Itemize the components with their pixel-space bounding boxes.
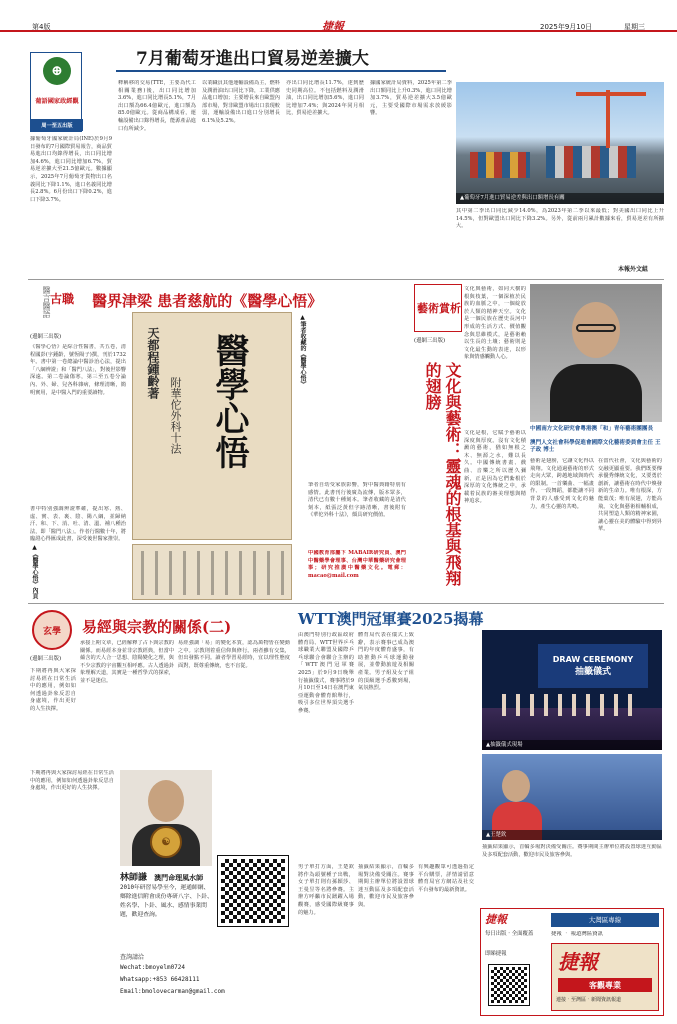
text-column: 體育局代表在儀式上致辭，表示賽事已成為澳門的年度體育盛事，有助推動乒乓球運動發展，並帶動旅遊及相關產業。男子組及女子組的頂級選手悉數到場，氣氛熱烈。 (358, 632, 414, 692)
text-column: 藝術是翅膀，它讓文化得以飛翔。文化通過藝術的形式走向大眾，跨越地域與時代的限制。一首樂曲、一幅畫作、一段舞蹈，都能讓不同背景的人感受到文化的魅力，產生心靈的共鳴。 (530, 458, 594, 510)
text-column: 有興趣觀眾可透過指定平台購票，詳情請留意體育局官方網站及社交平台發布的最新資訊。 (418, 864, 474, 893)
text-column: 書中特別強調辨證準確，提出寒、熱、虛、實、表、裏、陰、陽八綱，並歸納汗、和、下、消、吐、清、溫、補八種治法，即「醫門八法」。作者行醫數十年，將臨證心得匯成此書，深受後世醫家推崇。 (30, 506, 126, 543)
text-column: 文化是根，它賦予藝術以深度與厚度。沒有文化積澱的藝術，猶如無根之木、無源之水，難以長久。中國傳統書畫、戲曲、音樂之所以歷久彌新，正是因為它們紮根於深厚的文化傳統之中，承載着民族的審美理想與精神追求。 (464, 430, 526, 505)
text-column: 以業職員其他運輸設備為主，燃料及潤滑油出口同比下降，工業供應品進口增加；主要增長來自歐盟內部市場，對非歐盟市場出口表現較弱，運輸設備出口進口分別增長6.1%及5.2%。 (202, 80, 280, 124)
text-column: 易經強調「易」的變化本質，認為萬物皆在變動之中。宗教則着重信仰與修行。兩者雖有交集，但出發點不同。讀者學習易經時，宜以理性態度面對，既尊重傳統，也不盲從。 (178, 640, 290, 669)
text-column: 在當代社會，文化與藝術的交融更顯重要。我們既要傳承優秀傳統文化，又要勇於創新，讓藝術在時代中煥發新的生命力。唯有根深，方能葉茂；唯有展翅，方能高飛。文化與藝術相輔相成，共同塑造人類的精神家園，讓心靈在美的體驗中得到昇華。 (598, 458, 662, 533)
ad-banner: 客觀專業 (558, 978, 652, 992)
master-info (120, 868, 290, 1014)
ad-slogan: 即睇捷報 (485, 951, 507, 957)
stage-screen (538, 644, 648, 688)
text-column: 由澳門特別行政區政府體育局、WTT世界乒乓球職業大聯盟及國際乒乓球聯合會聯合主辦的「WTT澳門冠軍賽2025」於9月9日晚舉行抽籤儀式，賽事將於9月10日至14日在澳門東亞運動會體育館舉行，吸引多位世界頂尖選手參賽。 (298, 632, 354, 714)
photo-caption: ▲筆者收藏的《醫學心悟》 (299, 314, 306, 387)
masthead-logo: 捷報 (322, 20, 344, 33)
person-head (502, 770, 530, 802)
text-column: 釋稱移的交易(TTE，主要為代工相關業務)後，出口同比增加3.6%，進口同比增長5.1%，7月出口額為66.4億歐元，進口額為85.0億歐元。從商品構成看，運輸設備出口錄得增長，能源產品進口有所減少。 (118, 80, 196, 132)
ad-contact: 每日出版 · 全面覆蓋 (485, 931, 534, 937)
container-stack (546, 146, 636, 178)
book-inner-photo (132, 544, 292, 600)
column-day: 周一至五出版 (31, 119, 83, 131)
column-badge-label: 葡語國家政經觀 (35, 98, 79, 105)
article-iching (28, 606, 292, 1018)
ad-tagline: 捷報 ‧ 報道灣區資訊 (551, 931, 603, 937)
person-head (148, 780, 184, 822)
text-column: 下期將再與大家探討易經在日常生活中的應用，例如如何透過卦象反思自身處境，作出更好的人生抉擇。 (30, 668, 76, 712)
text-column: 據葡萄牙國家統計局(INE)於9月9日發布的7月國際貿易報告，商品貿易進出口均錄得增長，出口同比增加4.6%，進口同比增加6.7%，貿易逆差擴大至21.5億歐元。數據顯示，2025年7月葡萄牙貨物出口名義同比下降1.1%，進口名義同比增長2.8%。6月份出口下降0.2%，進口下降3.7%。 (30, 136, 112, 203)
person-glasses (576, 324, 616, 332)
ad-pool-name: 大灣區專線 (551, 913, 659, 927)
column-badge-label: 玄學 (42, 626, 61, 637)
column-subname: (邊網三出版) (414, 338, 446, 344)
text-column: 其中第二季出口同比減少14.0%，為2023年第二季以來最低；對美國出口同比上升14.5%，但對歐盟出口同比下降3.2%。另外，從前兩月累計數據來看，貿易逆差有所擴大。 (456, 208, 664, 230)
article-title: 易經與宗教的關係(二) (82, 618, 232, 636)
title-rule (116, 70, 446, 72)
ad-logo-large: 捷報 (558, 950, 598, 974)
issue-weekday: 星期三 (624, 23, 645, 31)
master-photo (120, 770, 212, 866)
stage-people (502, 694, 642, 716)
photo-caption: ▲王楚欽 (482, 830, 662, 840)
ad-logo: 捷報 (485, 913, 507, 926)
column-badge (32, 610, 72, 650)
crane-shape (576, 92, 646, 96)
page-number: 第4版 (32, 23, 51, 31)
person-body (550, 364, 642, 422)
person-photo (530, 284, 662, 422)
text-column: 筆者自幼受家族影響，對中醫典籍特別有感情。此書刊行後廣為流傳，版本眾多，清代已有數十種刻本。筆者收藏的是清代刻本，紙張泛黃但字跡清晰，書後附有《華佗外科十法》，頗具研究價值。 (308, 482, 406, 519)
port-photo (456, 82, 664, 204)
photo-caption: ▲抽籤儀式現場 (482, 740, 662, 750)
article-trade (28, 36, 664, 276)
player-photo (482, 754, 662, 840)
book-side-label: 天都程鍾齡著 (146, 327, 160, 399)
master-title: 澳門命理風水師 (154, 873, 204, 882)
newspaper-ad (480, 908, 664, 1016)
contact-whatsapp[interactable]: Whatsapp:+853 66428111 (120, 976, 200, 983)
column-badge (30, 286, 80, 330)
column-badge-label: 藝術賞析 (417, 301, 461, 315)
text-column: 承接上期文章，已經解釋了占卜與宗教的關係。而易經本身並非宗教經典，但當中蘊含的天人合一思想、陰陽變化之理，與不少宗教的宇宙觀互相呼應。古人透過卦象理解天道，其實是一種哲學式的探索，並不是迷信。 (80, 640, 174, 684)
book-cover-photo (132, 312, 292, 540)
text-column: 亦出口同比增長11.7%，達到歷史同期高位。不包括燃料及潤滑油，出口同比增加5.6%，進口同比增加7.4%；與2024年同月相比，貿易逆差擴大。 (286, 80, 364, 117)
container-stack (470, 152, 530, 178)
compass-icon: ☯ (150, 826, 182, 858)
text-column: 男子單打方面，王楚欽將作為頭號種子出戰，女子單打則有孫穎莎、王曼昱等名將參賽。主辦方呼籲市民踴躍入場觀賽，感受國際級賽事的魅力。 (298, 864, 354, 916)
qr-code-icon (489, 965, 529, 1005)
text-column: 下期將再與大家探討易經在日常生活中的應用，例如如何透過卦象反思自身處境，作出更好的人生抉擇。 (30, 770, 114, 792)
contact-email[interactable]: Email:bmolovecarman@gmail.com (120, 988, 225, 995)
page-header (0, 0, 677, 32)
text-column: 文化與藝術，如同大樹的根與枝葉，一個深植於民族的血脈之中，一個綻放於人類的精神天空。文化是一個民族在歷史長河中形成的生活方式、價值觀念與思維模式，是藝術賴以生長的土壤；藝術則是文化最生動的表達，以形象與情感觸動人心。 (464, 286, 526, 361)
reporter-credit: 本報外文組 (618, 266, 649, 273)
person-caption: 澳門人文社會科學促進會國際文化藝術委員會主任 王子政 博士 (530, 440, 661, 453)
stage-screen-text: DRAW CEREMONY (552, 655, 634, 664)
stage-screen-text: 抽籤儀式 (574, 667, 611, 677)
book-side-label: 附華佗外科十法 (169, 377, 182, 454)
text-column: 抽籤結果顯示，首輪多場對決備受關注。賽事期間主辦單位將設置球迷互動區及多項配套活動，歡迎市民及旅客參與。 (482, 844, 662, 858)
article-wtt (296, 606, 664, 1018)
ceremony-photo (482, 630, 662, 750)
photo-caption: ▲《醫學心悟》內頁 (31, 544, 38, 599)
column-badge (30, 52, 82, 132)
crane-shape (606, 90, 610, 148)
column-subname: (邊網三出版) (30, 656, 62, 662)
column-subname: (邊網三出版) (30, 334, 62, 340)
article-culture (412, 282, 664, 600)
article-title: 文化與藝術：靈魂的根基與飛翔的翅膀 (423, 362, 462, 586)
photo-caption: ▲葡萄牙7月進口貿易逆差與出口額增長有關 (456, 193, 664, 204)
master-name (120, 870, 203, 883)
master-name-text: 林師謙 (120, 873, 148, 883)
text-column: 《醫學心悟》是綜合性醫書，共五卷，清程國彭(字鍾齡，號恆陽子)撰，刊於1732年。書中第一卷總論中醫診治心法，提出「八綱辨證」和「醫門八法」，對後世影響深遠。第二卷論傷寒，第三至五卷分論內、外、婦、兒各科雜病，條理清晰，簡明實用，是中醫入門的重要讀物。 (30, 344, 126, 396)
article-title: WTT澳門冠軍賽2025揭幕 (298, 610, 484, 628)
section-divider (28, 603, 664, 604)
book-title: 醫學心悟 (209, 333, 249, 469)
person-caption: 中國南方文化研究會粵港澳「和」青年藝術團團長 (530, 426, 654, 432)
article-title: 7月葡萄牙進出口貿易逆差擴大 (136, 49, 369, 69)
column-name: 古職 (50, 292, 75, 306)
author-bio: 中國教育部屬下 MABAIR研究員、澳門中醫藥學會理事、台灣中華醫藥研究會理事；研究推廣中醫藥文化。電郵：macao@mail.com (308, 550, 406, 579)
column-badge-label: 醫言醫語 (42, 286, 51, 318)
issue-date: 2025年9月10日 (540, 23, 593, 31)
article-medical (28, 282, 408, 600)
text-column: 據國家統計局資料，2025年第二季出口額同比上升0.3%，進口同比增加3.7%，貿易逆差擴大3.5億歐元，主要受國際市場需求放緩影響。 (370, 80, 452, 117)
ad-image (551, 943, 659, 1011)
master-desc: 2010年研習易學至今，運通師網、鄉除進信附會成份專研八字、卜卦、姓名學、卜卦、風水、感情事業問題，歡迎查詢。 (120, 885, 213, 918)
contact-label: 查詢請洽 (120, 954, 145, 961)
contact-wechat[interactable]: Wechat:bmoyelm0724 (120, 964, 186, 971)
article-title: 醫界津梁 患者慈航的《醫學心悟》 (92, 292, 323, 310)
text-column: 抽籤結果顯示，首輪多場對決備受關注。賽事期間主辦單位將設置球迷互動區及多項配套活動，歡迎市民及旅客參與。 (358, 864, 414, 908)
section-divider (28, 279, 664, 280)
globe-icon: ⊕ (43, 57, 71, 85)
book-inner-text (141, 551, 285, 595)
column-badge (414, 284, 462, 332)
ad-sub: 連接‧至灣區‧新聞資訊報道 (556, 997, 622, 1003)
